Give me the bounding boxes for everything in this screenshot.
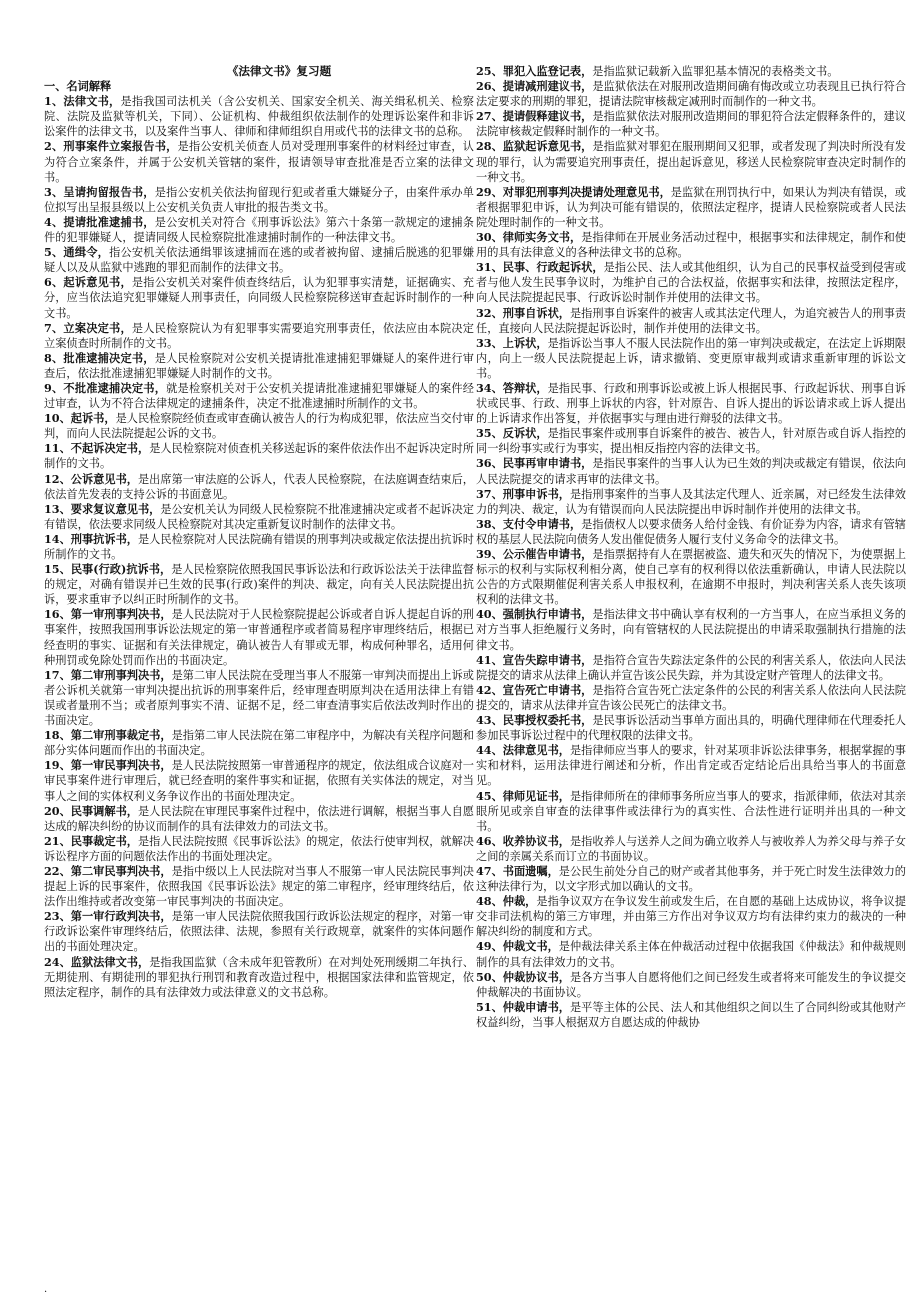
definition-entry bbox=[44, 502, 474, 532]
definition-term: 2、刑事案件立案报告书， bbox=[44, 139, 178, 154]
definition-text: 是平等主体的公民、法人和其他组织之间以生了合同纠纷或其他财产权益纠纷，当事人根据双方自愿达成的仲裁协 bbox=[476, 1000, 906, 1029]
definition-entry bbox=[476, 607, 906, 652]
definition-entry bbox=[476, 230, 906, 260]
definition-term: 50、仲裁协议书， bbox=[476, 969, 570, 984]
definition-term: 35、反诉状， bbox=[476, 426, 548, 441]
definition-term: 13、要求复议意见书， bbox=[44, 501, 161, 516]
definition-entry bbox=[44, 185, 474, 215]
definition-text: 是指债权人以要求债务人给付金钱、有价证券为内容，请求有管辖权的基层人民法院向债务人发出催促债务人履行支付义务命令的法律文书。 bbox=[476, 517, 906, 546]
definition-entry bbox=[476, 653, 906, 683]
right-column bbox=[476, 64, 906, 1030]
definition-entry bbox=[44, 94, 474, 139]
definition-entry bbox=[476, 864, 906, 894]
definition-text: 是仲裁法律关系主体在仲裁活动过程中依据我国《仲裁法》和仲裁规则制作的具有法律效力的文书。 bbox=[476, 940, 906, 969]
definition-term: 20、民事调解书， bbox=[44, 803, 138, 818]
definition-entry bbox=[476, 260, 906, 305]
definition-text: 是指监狱依法对服刑改造期间的罪犯符合法定假释条件的，建议法院审核裁定假释时制作的一种文书。 bbox=[476, 110, 906, 139]
definition-entry bbox=[44, 955, 474, 1000]
definition-text: 是人民检察院依照我国民事诉讼法和行政诉讼法关于法律监督的规定，对确有错误并已生效的民事(行政)案件的判决、裁定，向有关人民法院提出抗诉，要求重审予以纠正时所制作的文书。 bbox=[44, 563, 474, 607]
left-column bbox=[44, 64, 474, 1000]
definition-entry bbox=[476, 834, 906, 864]
definition-text: 是指诉讼当事人不服人民法院作出的第一审判决或裁定，在法定上诉期限内，向上一级人民法院提起上诉，请求撤销、变更原审裁判或请求重新审理的诉讼文书。 bbox=[476, 336, 906, 380]
definition-entry bbox=[476, 743, 906, 788]
definition-entry bbox=[476, 381, 906, 426]
definition-text: 是指刑事自诉案件的被害人或其法定代理人，为追究被告人的刑事责任，直接向人民法院提起诉讼时，制作并使用的法律文书。 bbox=[476, 306, 906, 335]
definition-term: 48、仲裁， bbox=[476, 894, 537, 909]
definition-entry bbox=[476, 64, 906, 79]
left-entry-list bbox=[44, 94, 474, 1000]
definition-entry bbox=[44, 532, 474, 562]
definition-term: 28、监狱起诉意见书， bbox=[476, 139, 593, 154]
definition-entry bbox=[44, 245, 474, 275]
definition-entry bbox=[476, 185, 906, 230]
definition-term: 19、第一审民事判决书， bbox=[44, 758, 172, 773]
definition-entry bbox=[476, 487, 906, 517]
definition-text: 是指律师所在的律师事务所应当事人的要求，指派律师，依法对其亲眼所见或亲自审查的法律事件或法律行为的真实性、合法性进行证明并出具的一种文书。 bbox=[476, 789, 906, 833]
definition-term: 5、通缉令， bbox=[44, 245, 110, 260]
definition-text: 是监狱依法在对服刑改造期间确有悔改或立功表现且已执行符合法定要求的刑期的罪犯，提请法院审核裁定减刑时而制作的一种文书。 bbox=[476, 80, 906, 109]
definition-text: 是人民检察院认为有犯罪事实需要追究刑事责任，依法应由本院决定立案侦查时所制作的文书。 bbox=[44, 321, 474, 350]
definition-text: 是指刑事案件的当事人及其法定代理人、近亲属，对已经发生法律效力的判决、裁定，认为有错误而向人民法院提出申诉时制作并使用的法律文书。 bbox=[476, 487, 906, 516]
definition-text: 是指民事案件或刑事自诉案件的被告、被告人，针对原告或自诉人指控的同一纠纷事实或行为事实，提出相反指控内容的法律文书。 bbox=[476, 427, 906, 456]
definition-term: 8、批准逮捕决定书， bbox=[44, 350, 155, 365]
definition-text: 是指符合宣告死亡法定条件的公民的利害关系人依法向人民法院提交的，请求从法律并宣告该公民死亡的法律文书。 bbox=[476, 683, 906, 712]
definition-text: 是第二审人民法院在受理当事人不服第一审判决而提出上诉或者公诉机关就第一审判决提出抗诉的刑事案件后，经审理查明原判决在适用法律上有错误或者量刑不当；或者原判事实不清、证据不足，经二审查清事实后依法改判时作出的书面决定。 bbox=[44, 668, 474, 728]
section-heading: 一、名词解释 bbox=[44, 79, 112, 94]
definition-entry bbox=[44, 804, 474, 834]
definition-entry bbox=[476, 306, 906, 336]
definition-term: 45、律师见证书， bbox=[476, 788, 570, 803]
definition-term: 39、公示催告申请书， bbox=[476, 547, 593, 561]
definition-entry bbox=[44, 834, 474, 864]
definition-text: 是公安机关对符合《刑事诉讼法》第六十条第一款规定的逮捕条件的犯罪嫌疑人，提请同级人民检察院批准逮捕时制作的一种法律文书。 bbox=[44, 215, 474, 245]
page-footer-mark: . bbox=[44, 1284, 48, 1295]
definition-term: 34、答辩状， bbox=[476, 380, 548, 395]
definition-entry bbox=[44, 909, 474, 954]
definition-text: 是指公民、法人或其他组织，认为自己的民事权益受到侵害或者与他人发生民事争议时，为维护自己的合法权益，依据事实和法律，按照法定程序，向人民法院提起民事、行政诉讼时制作并使用的法律文书。 bbox=[476, 261, 906, 305]
definition-text: 是指律师在开展业务活动过程中，根据事实和法律规定，制作和使用的具有法律意义的各种法律文书的总称。 bbox=[476, 231, 906, 260]
definition-term: 15、民事(行政)抗诉书， bbox=[44, 562, 172, 577]
definition-term: 16、第一审刑事判决书， bbox=[44, 607, 172, 622]
definition-term: 3、呈请拘留报告书， bbox=[44, 184, 155, 199]
definition-entry bbox=[44, 562, 474, 607]
right-entry-list bbox=[476, 64, 906, 1030]
definition-text: 是指监狱对罪犯在服刑期间又犯罪，或者发现了判决时所没有发现的罪行，认为需要追究刑事责任，提出起诉意见，移送人民检察院审查决定时制作的一种文书。 bbox=[476, 140, 906, 184]
definition-entry bbox=[476, 79, 906, 109]
definition-entry bbox=[44, 139, 474, 184]
definition-entry bbox=[44, 668, 474, 728]
definition-entry bbox=[476, 109, 906, 139]
definition-entry bbox=[476, 713, 906, 743]
definition-text: 是人民检察院经侦查或审查确认被告人的行为构成犯罪，依法应当交付审判，而向人民法院提起公诉的文书。 bbox=[44, 412, 474, 441]
definition-term: 6、起诉意见书， bbox=[44, 275, 132, 290]
definition-text: 是指人民法院按照《民事诉讼法》的规定，依法行使审判权，就解决诉讼程序方面的问题依法作出的书面处理决定。 bbox=[44, 834, 474, 863]
definition-term: 36、民事再审申请书， bbox=[476, 456, 593, 471]
definition-term: 30、律师实务文书， bbox=[476, 230, 582, 245]
definition-term: 4、提请批准逮捕书， bbox=[44, 214, 155, 229]
definition-term: 25、罪犯入监登记表， bbox=[476, 64, 593, 78]
definition-term: 42、宣告死亡申请书， bbox=[476, 682, 593, 697]
definition-term: 24、监狱法律文书， bbox=[44, 954, 150, 969]
definition-term: 26、提请减刑建议书， bbox=[476, 79, 593, 94]
definition-term: 38、支付令申请书， bbox=[476, 516, 582, 531]
definition-entry bbox=[476, 939, 906, 969]
definition-text: 指公安机关依法通缉罪该逮捕而在逃的或者被拘留、逮捕后脱逃的犯罪嫌疑人以及从监狱中逃跑的罪犯而制作的法律文书。 bbox=[44, 246, 474, 275]
definition-term: 12、公诉意见书， bbox=[44, 471, 138, 486]
definition-term: 40、强制执行申请书， bbox=[476, 607, 593, 622]
document-title: 《法律文书》复习题 bbox=[226, 64, 332, 78]
definition-text: 是出席第一审法庭的公诉人，代表人民检察院，在法庭调查结束后，依法首先发表的支持公诉的书面意见。 bbox=[44, 472, 474, 501]
definition-term: 51、仲裁申请书， bbox=[476, 999, 570, 1014]
definition-text: 是民事诉讼活动当事单方面出具的，明确代理律师在代理委托人参加民事诉讼过程中的代理权限的法律文书。 bbox=[476, 714, 906, 743]
definition-text: 是指我国司法机关（含公安机关、国家安全机关、海关缉私机关、检察院、法院及监狱等机关，下同）、公证机构、仲裁组织依法制作的处理诉讼案件和非诉讼案件的法律文书，以及案件当事人、律师和律师组织自用或代书的法律文书的总称。 bbox=[44, 95, 474, 139]
definition-entry bbox=[476, 970, 906, 1000]
definition-entry bbox=[44, 472, 474, 502]
definition-term: 31、民事、行政起诉状， bbox=[476, 260, 604, 275]
definition-term: 44、法律意见书， bbox=[476, 743, 570, 758]
definition-text: 是指第二审人民法院在第二审程序中，为解决有关程序问题和部分实体问题而作出的书面决定。 bbox=[44, 729, 474, 758]
definition-term: 41、宣告失踪申请书， bbox=[476, 652, 593, 667]
definition-entry bbox=[44, 215, 474, 245]
definition-term: 32、刑事自诉状， bbox=[476, 305, 570, 320]
definition-entry bbox=[44, 864, 474, 909]
definition-term: 22、第二审民事判决书， bbox=[44, 863, 172, 878]
definition-text: 是监狱在刑罚执行中，如果认为判决有错误，或者根据罪犯申诉，认为判决可能有错误的，依照法定程序，提请人民检察院或者人民法院处理时制作的一种文书。 bbox=[476, 185, 906, 229]
definition-text: 是人民法院在审理民事案件过程中，依法进行调解，根据当事人自愿达成的解决纠纷的协议而制作的具有法律效力的司法文书。 bbox=[44, 804, 474, 833]
definition-text: 是人民检察院对公安机关提请批准逮捕犯罪嫌疑人的案件进行审查后，依法批准逮捕犯罪嫌疑人时制作的文书。 bbox=[44, 351, 474, 380]
definition-term: 29、对罪犯刑事判决提请处理意见书， bbox=[476, 184, 671, 199]
definition-text: 是各方当事人自愿将他们之间已经发生或者将来可能发生的争议提交仲裁解决的书面协议。 bbox=[476, 970, 906, 999]
definition-entry bbox=[476, 894, 906, 939]
definition-text: 是人民检察院对侦查机关移送起诉的案件依法作出不起诉决定时所制作的文书。 bbox=[44, 442, 474, 471]
definition-term: 11、不起诉决定书， bbox=[44, 441, 150, 456]
definition-text: 是人民法院按照第一审普通程序的规定，依法组成合议庭对一审民事案件进行审理后，就已经查明的案件事实和证据，依照有关实体法的规定，对当事人之间的实体权利义务争议作出的书面处理决定。 bbox=[44, 759, 474, 803]
definition-entry bbox=[476, 789, 906, 834]
definition-text: 是指法律文书中确认享有权利的一方当事人，在应当承担义务的对方当事人拒绝履行义务时，向有管辖权的人民法院提出的申请采取强制执行措施的法律文书。 bbox=[476, 608, 906, 652]
definition-term: 21、民事裁定书， bbox=[44, 833, 138, 848]
definition-term: 37、刑事申诉书， bbox=[476, 486, 570, 501]
definition-term: 17、第二审刑事判决书， bbox=[44, 667, 172, 682]
definition-term: 27、提请假释建议书， bbox=[476, 109, 593, 124]
definition-term: 49、仲裁文书， bbox=[476, 939, 559, 954]
definition-text: 是指收养人与送养人之间为确立收养人与被收养人为养父母与养子女之间的亲属关系而订立的书面协议。 bbox=[476, 834, 906, 863]
definition-term: 47、书面遗嘱， bbox=[476, 863, 559, 878]
definition-entry bbox=[44, 728, 474, 758]
definition-entry bbox=[44, 351, 474, 381]
definition-text: 是指公安机关侦查人员对受理刑事案件的材料经过审查，认为符合立案条件，并属于公安机关管辖的案件，报请领导审查批准是否立案的法律文书。 bbox=[44, 140, 474, 184]
definition-entry bbox=[476, 456, 906, 486]
definition-entry bbox=[476, 426, 906, 456]
definition-entry bbox=[44, 607, 474, 667]
definition-term: 23、第一审行政判决书， bbox=[44, 909, 172, 924]
definition-text: 是指律师应当事人的要求，针对某项非诉讼法律事务，根据掌握的事实和材料，运用法律进行阐述和分析，作出肯定或否定结论后出具给当事人的书面意见。 bbox=[476, 744, 906, 788]
definition-term: 33、上诉状， bbox=[476, 335, 548, 350]
definition-term: 7、立案决定书， bbox=[44, 320, 132, 335]
definition-text: 是公安机关认为同级人民检察院不批准逮捕决定或者不起诉决定有错误，依法要求同级人民检察院对其决定重新复议时制作的法律文书。 bbox=[44, 502, 474, 531]
definition-entry bbox=[44, 381, 474, 411]
definition-text: 是指票据持有人在票据被盗、遗失和灭失的情况下，为使票据上标示的权利与实际权利相分离，使自己享有的权利得以依法重新确认，申请人民法院以公告的方式限期催促利害关系人申报权利，在逾期不申报时，判决利害关系人丧失该项权利的法律文书。 bbox=[476, 548, 906, 607]
definition-entry bbox=[476, 547, 906, 607]
definition-entry bbox=[44, 275, 474, 320]
definition-term: 10、起诉书， bbox=[44, 411, 116, 426]
definition-entry bbox=[476, 517, 906, 547]
definition-text: 是指民事、行政和刑事诉讼或被上诉人根据民事、行政起诉状、刑事自诉状或民事、行政、刑事上诉状的内容，针对原告、自诉人提出的诉讼请求或上诉人提出的上诉请求作出答复，并依据事实与理由进行辩驳的法律文书。 bbox=[476, 381, 906, 426]
definition-text: 是公民生前处分自己的财产或者其他事务，并于死亡时发生法律效力的这种法律行为，以文字形式加以确认的文书。 bbox=[476, 864, 906, 894]
definition-entry bbox=[476, 336, 906, 381]
definition-term: 18、第二审刑事裁定书， bbox=[44, 728, 172, 743]
definition-text: 就是检察机关对于公安机关提请批准逮捕犯罪嫌疑人的案件经过审查，认为不符合法律规定的逮捕条件，决定不批准逮捕时所制作的文书。 bbox=[44, 381, 474, 411]
definition-text: 是指我国监狱（含未成年犯管教所）在对判处死刑缓期二年执行、无期徒刑、有期徒刑的罪犯执行刑罚和教育改造过程中，根据国家法律和监管规定，依照法定程序，制作的具有法律效力或法律意义的文书总称。 bbox=[44, 955, 474, 999]
definition-entry bbox=[476, 139, 906, 184]
definition-text: 是指监狱记载新入监罪犯基本情况的表格类文书。 bbox=[592, 65, 839, 78]
definition-entry bbox=[44, 321, 474, 351]
definition-term: 46、收养协议书， bbox=[476, 833, 570, 848]
definition-entry bbox=[44, 441, 474, 471]
definition-text: 是指民事案件的当事人认为已生效的判决或裁定有错误，依法向人民法院提交的请求再审的法律文书。 bbox=[476, 457, 906, 486]
definition-term: 9、不批准逮捕决定书， bbox=[44, 380, 167, 395]
definition-text: 是第一审人民法院依照我国行政诉讼法规定的程序，对第一审行政诉讼案件审理终结后，依照法律、法规，参照有关行政规章，就案件的实体问题作出的书面处理决定。 bbox=[44, 910, 474, 954]
definition-term: 43、民事授权委托书， bbox=[476, 713, 593, 728]
definition-text: 是指公安机关对案件侦查终结后，认为犯罪事实清楚，证据确实、充分，应当依法追究犯罪嫌疑人刑事责任，向同级人民检察院移送审查起诉时制作的一种文书。 bbox=[44, 276, 474, 320]
definition-text: 是人民检察院对人民法院确有错误的刑事判决或裁定依法提出抗诉时所制作的文书。 bbox=[44, 532, 474, 561]
definition-term: 14、刑事抗诉书， bbox=[44, 531, 138, 546]
definition-text: 是指争议双方在争议发生前或发生后，在自愿的基础上达成协议，将争议提交非司法机构的第三方审理，并由第三方作出对争议双方均有法律约束力的裁决的一种解决纠纷的制度和方式。 bbox=[476, 895, 906, 939]
definition-entry bbox=[476, 683, 906, 713]
definition-entry bbox=[44, 411, 474, 441]
definition-text: 是人民法院对于人民检察院提起公诉或者自诉人提起自诉的刑事案件，按照我国刑事诉讼法规定的第一审普通程序或者简易程序审理终结后，根据已经查明的事实、证据和有关法律规定，确认被告人有罪或无罪，构成何种罪名，适用何种刑罚或免除处罚而作出的书面决定。 bbox=[44, 608, 474, 667]
definition-term: 1、法律文书， bbox=[44, 94, 121, 109]
definition-text: 是指符合宣告失踪法定条件的公民的利害关系人，依法向人民法院提交的请求从法律上确认并宣告该公民失踪，并为其设定财产管理人的法律文书。 bbox=[476, 653, 906, 682]
definition-text: 是指公安机关依法拘留现行犯或者重大嫌疑分子，由案件承办单位拟写出呈报县级以上公安机关负责人审批的报告类文书。 bbox=[44, 185, 474, 214]
definition-entry bbox=[476, 1000, 906, 1030]
definition-text: 是指中级以上人民法院对当事人不服第一审人民法院民事判决提起上诉的民事案件，依照我国《民事诉讼法》规定的第二审程序，经审理终结后，依法作出维持或者改变第一审民事判决的书面决定。 bbox=[44, 864, 474, 909]
definition-entry bbox=[44, 758, 474, 803]
